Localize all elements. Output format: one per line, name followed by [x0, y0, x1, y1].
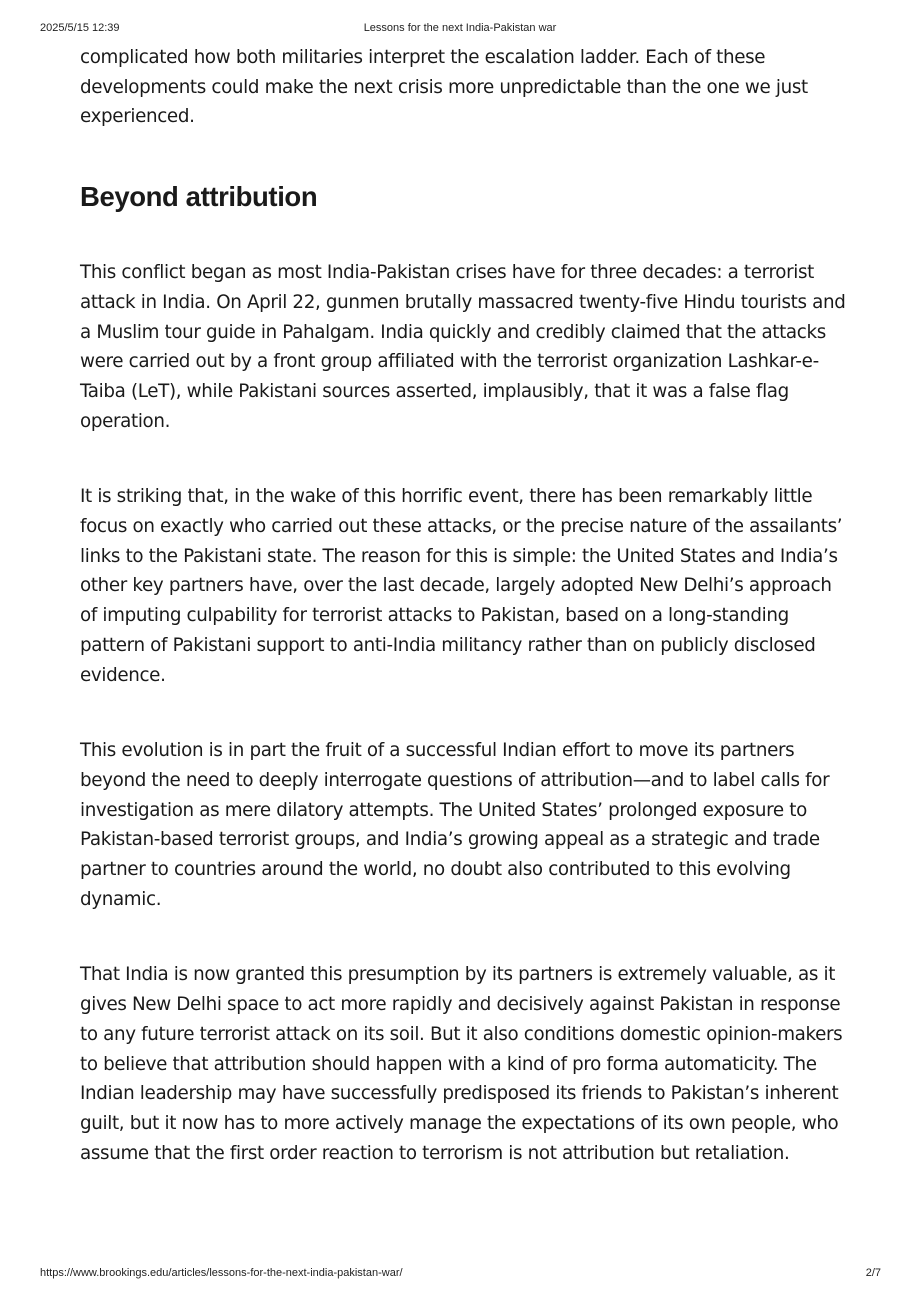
section-heading: Beyond attribution [80, 181, 318, 213]
paragraph-3: This evolution is in part the fruit of a successful Indian effort to move its partners beyond the need to deeply interrogate questions of attribution—and to label calls for investigation as mere dilatory attempts. The United States’ prolonged exposure to Pakistan-based terrorist groups, and India’s growing appeal as a strategic and trade partner to countries around the world, no doubt also contributed to this evolving dynamic. [80, 740, 830, 910]
print-header [0, 22, 920, 38]
print-page-title: Lessons for the next India-Pakistan war [363, 22, 557, 34]
print-page-number: 2/7 [865, 1267, 881, 1279]
paragraph-1: This conflict began as most India-Pakistan crises have for three decades: a terrorist attack in India. On April 22, gunmen brutally massacred twenty-five Hindu tourists and a Muslim tour guide in Pahalgam. India quickly and credibly claimed that the attacks were carried out by a front group affiliated with the terrorist organization Lashkar-e-Taiba (LeT), while Pakistani sources asserted, implausibly, that it was a false flag operation. [80, 262, 846, 432]
article-body [80, 43, 850, 1168]
paragraph-2: It is striking that, in the wake of this horrific event, there has been remarkably little focus on exactly who carried out these attacks, or the precise nature of the assailants’ links to the Pakistani state. The reason for this is simple: the United States and India’s other key partners have, over the last decade, largely adopted New Delhi’s approach of imputing culpability for terrorist attacks to Pakistan, based on a long-standing pattern of Pakistani support to anti-India militancy rather than on publicly disclosed evidence. [80, 486, 843, 686]
print-datetime: 2025/5/15 12:39 [40, 22, 120, 34]
paragraph-4: That India is now granted this presumption by its partners is extremely valuable, as it gives New Delhi space to act more rapidly and decisively against Pakistan in response to any future terrorist attack on its soil. But it also conditions domestic opinion-makers to believe that attribution should happen with a kind of pro forma automaticity. The Indian leadership may have successfully predisposed its friends to Pakistan’s inherent guilt, but it now has to more actively manage the expectations of its own people, who assume that the first order reaction to terrorism is not attribution but retaliation. [80, 964, 843, 1164]
continued-paragraph: complicated how both militaries interpret the escalation ladder. Each of these developments could make the next crisis more unpredictable than the one we just experienced. [80, 47, 808, 128]
print-url: https://www.brookings.edu/articles/lessons-for-the-next-india-pakistan-war/ [40, 1267, 403, 1279]
print-footer [0, 1267, 920, 1283]
